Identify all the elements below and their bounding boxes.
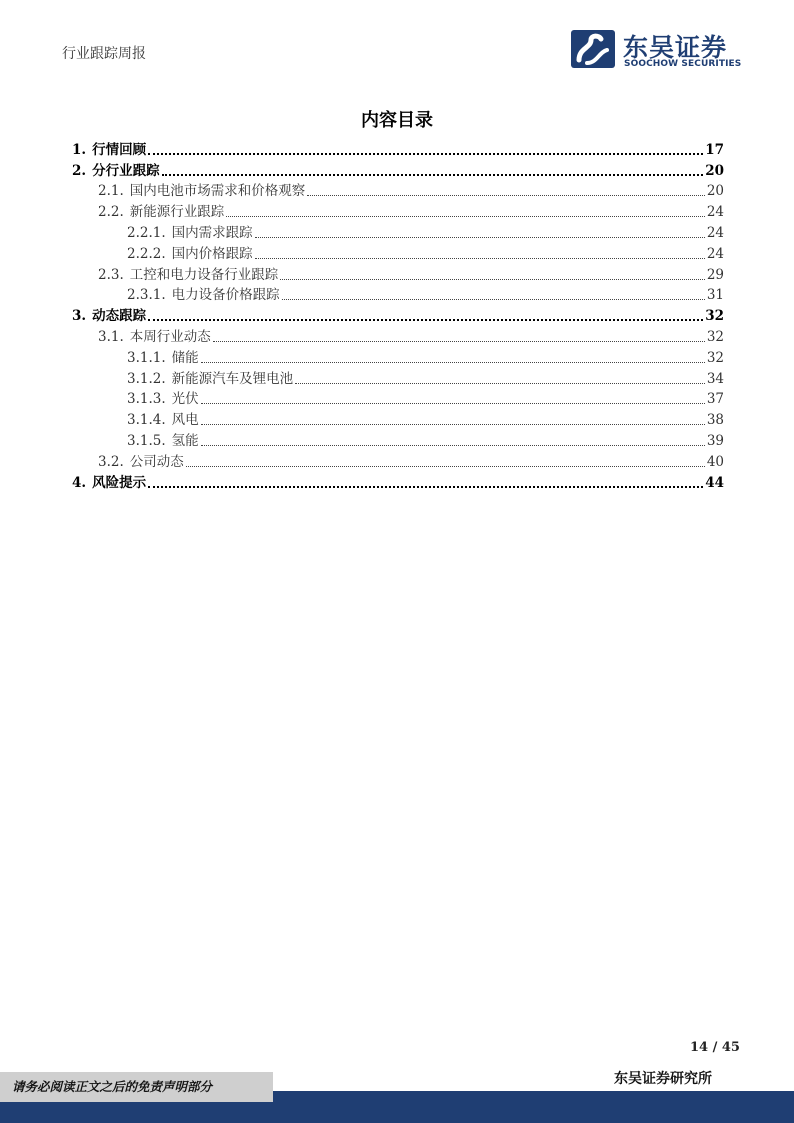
toc-entry-number: 3.2. <box>98 453 124 470</box>
toc-dot-leader <box>148 485 703 488</box>
toc-entry-title: 国内需求跟踪 <box>171 224 253 241</box>
toc-entry-number: 2.2.1. <box>127 224 166 241</box>
toc-entry-title: 新能源汽车及锂电池 <box>171 370 294 387</box>
toc-entry-title: 工控和电力设备行业跟踪 <box>129 266 279 283</box>
toc-entry-title: 新能源行业跟踪 <box>129 204 225 221</box>
toc-entry-page: 24 <box>706 224 724 241</box>
toc-entry-page: 34 <box>706 370 724 387</box>
toc-entry-page: 37 <box>706 391 724 408</box>
toc-dot-leader <box>148 318 703 321</box>
footer-institute-name: 东吴证券研究所 <box>614 1071 712 1087</box>
toc-entry-page: 32 <box>706 328 724 345</box>
table-of-contents <box>72 138 724 492</box>
toc-dot-leader <box>255 236 705 238</box>
toc-entry-title: 公司动态 <box>129 453 184 470</box>
toc-entry[interactable] <box>72 180 724 201</box>
toc-entry[interactable] <box>72 284 724 305</box>
toc-dot-leader <box>255 257 705 259</box>
toc-entry[interactable] <box>72 408 724 429</box>
toc-entry[interactable] <box>72 304 724 325</box>
toc-entry-number: 3.1. <box>98 328 124 345</box>
toc-entry-page: 44 <box>705 474 724 491</box>
toc-entry-number: 3. <box>72 308 87 325</box>
toc-dot-leader <box>201 402 705 404</box>
toc-entry-page: 24 <box>706 245 724 262</box>
toc-entry-title: 风电 <box>171 412 199 429</box>
toc-entry-title: 行情回顾 <box>92 141 147 158</box>
toc-entry-number: 2.3.1. <box>127 287 166 304</box>
toc-dot-leader <box>162 173 704 176</box>
toc-entry-page: 31 <box>706 287 724 304</box>
toc-dot-leader <box>186 465 705 467</box>
toc-entry-number: 4. <box>72 474 87 491</box>
toc-dot-leader <box>307 194 705 196</box>
toc-entry[interactable] <box>72 221 724 242</box>
toc-entry-title: 光伏 <box>171 391 199 408</box>
toc-entry-title: 分行业跟踪 <box>92 162 160 179</box>
toc-title: 内容目录 <box>361 110 433 131</box>
toc-entry-number: 3.1.5. <box>127 432 166 449</box>
toc-entry-title: 风险提示 <box>92 474 147 491</box>
toc-entry-title: 动态跟踪 <box>92 308 147 325</box>
toc-entry-title: 国内价格跟踪 <box>171 245 253 262</box>
toc-entry[interactable] <box>72 325 724 346</box>
toc-entry-number: 2.1. <box>98 183 124 200</box>
toc-entry[interactable] <box>72 138 724 159</box>
toc-entry-number: 3.1.1. <box>127 349 166 366</box>
toc-dot-leader <box>201 423 705 425</box>
toc-dot-leader <box>148 152 703 155</box>
toc-entry-number: 2.2. <box>98 204 124 221</box>
toc-entry-number: 2. <box>72 162 87 179</box>
toc-entry[interactable] <box>72 450 724 471</box>
footer-disclaimer: 请务必阅读正文之后的免责声明部分 <box>0 1072 273 1102</box>
toc-entry-page: 32 <box>705 308 724 325</box>
toc-entry[interactable] <box>72 242 724 263</box>
toc-dot-leader <box>201 361 705 363</box>
toc-entry-page: 38 <box>706 412 724 429</box>
toc-dot-leader <box>226 215 705 217</box>
toc-entry[interactable] <box>72 388 724 409</box>
toc-entry-number: 3.1.4. <box>127 412 166 429</box>
toc-entry[interactable] <box>72 200 724 221</box>
toc-dot-leader <box>280 278 705 280</box>
toc-entry-title: 电力设备价格跟踪 <box>171 287 280 304</box>
toc-dot-leader <box>201 444 705 446</box>
toc-entry[interactable] <box>72 429 724 450</box>
toc-entry-page: 32 <box>706 349 724 366</box>
toc-entry-page: 17 <box>705 141 724 158</box>
toc-entry-page: 40 <box>706 453 724 470</box>
toc-entry[interactable] <box>72 263 724 284</box>
toc-entry-page: 29 <box>706 266 724 283</box>
company-logo <box>571 30 741 72</box>
toc-entry-page: 20 <box>705 162 724 179</box>
toc-entry[interactable] <box>72 471 724 492</box>
header-section-label: 行业跟踪周报 <box>62 46 146 62</box>
logo-english-name: SOOCHOW SECURITIES <box>624 59 742 69</box>
toc-entry-page: 39 <box>706 432 724 449</box>
soochow-logo-icon <box>571 30 615 68</box>
toc-entry-page: 24 <box>706 204 724 221</box>
logo-chinese-name: 东吴证券 <box>623 33 728 62</box>
toc-dot-leader <box>213 340 705 342</box>
toc-entry-title: 储能 <box>171 349 199 366</box>
toc-entry-number: 3.1.3. <box>127 391 166 408</box>
toc-dot-leader <box>295 382 705 384</box>
toc-entry-title: 本周行业动态 <box>129 328 211 345</box>
toc-dot-leader <box>282 298 705 300</box>
toc-entry-number: 2.3. <box>98 266 124 283</box>
toc-entry-page: 20 <box>706 183 724 200</box>
toc-entry-number: 1. <box>72 141 87 158</box>
toc-entry-number: 2.2.2. <box>127 245 166 262</box>
toc-entry[interactable] <box>72 367 724 388</box>
toc-entry-title: 氢能 <box>171 432 199 449</box>
toc-entry-number: 3.1.2. <box>127 370 166 387</box>
page-indicator: 14 / 45 <box>690 1040 740 1055</box>
toc-entry[interactable] <box>72 346 724 367</box>
toc-entry-title: 国内电池市场需求和价格观察 <box>129 183 306 200</box>
toc-entry[interactable] <box>72 159 724 180</box>
